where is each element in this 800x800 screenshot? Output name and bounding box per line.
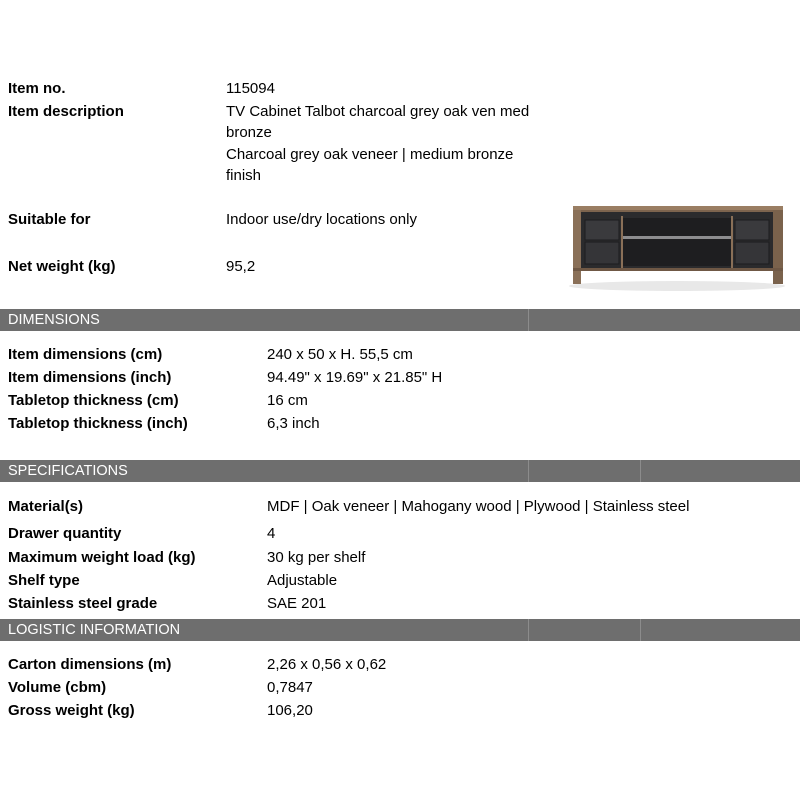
dimensions-row-label: Tabletop thickness (inch) [8, 415, 188, 432]
item-no-label: Item no. [8, 80, 66, 97]
suitable-for-label: Suitable for [8, 211, 91, 228]
dimensions-row-label: Item dimensions (cm) [8, 346, 163, 363]
specifications-title: SPECIFICATIONS [8, 463, 128, 479]
item-description-line2: bronze [226, 124, 272, 141]
item-description-line1: TV Cabinet Talbot charcoal grey oak ven med [226, 103, 530, 120]
logistic-row-value: 106,20 [267, 702, 313, 719]
specifications-row-value: Adjustable [267, 572, 338, 589]
logistic-title: LOGISTIC INFORMATION [8, 622, 181, 638]
specifications-row-value: SAE 201 [267, 595, 327, 612]
specifications-row-label: Maximum weight load (kg) [8, 549, 196, 566]
specifications-row-value: MDF | Oak veneer | Mahogany wood | Plywood | Stainless steel [267, 498, 690, 515]
specifications-row-value: 4 [267, 525, 276, 542]
item-no-value: 115094 [226, 80, 275, 97]
logistic-header [0, 619, 800, 641]
net-weight-label: Net weight (kg) [8, 258, 116, 275]
item-description-label: Item description [8, 103, 124, 120]
tv-cabinet-drawing [565, 196, 787, 292]
logistic-row-value: 0,7847 [267, 679, 313, 696]
logistic-row-label: Gross weight (kg) [8, 702, 135, 719]
logistic-row-label: Carton dimensions (m) [8, 656, 172, 673]
item-description-line4: finish [226, 167, 262, 184]
specifications-row-label: Shelf type [8, 572, 80, 589]
dimensions-title: DIMENSIONS [8, 312, 100, 328]
dimensions-row-value: 240 x 50 x H. 55,5 cm [267, 346, 413, 363]
specifications-row-label: Drawer quantity [8, 525, 122, 542]
specifications-header [0, 460, 800, 482]
net-weight-value: 95,2 [226, 258, 256, 275]
specifications-row-label: Stainless steel grade [8, 595, 158, 612]
item-description-line3: Charcoal grey oak veneer | medium bronze [226, 146, 514, 163]
logistic-row-label: Volume (cbm) [8, 679, 107, 696]
dimensions-row-value: 16 cm [267, 392, 308, 409]
dimensions-row-value: 94.49" x 19.69" x 21.85" H [267, 369, 443, 386]
specifications-row-label: Material(s) [8, 498, 84, 515]
dimensions-header [0, 309, 800, 331]
suitable-for-value: Indoor use/dry locations only [226, 211, 417, 228]
specifications-row-value: 30 kg per shelf [267, 549, 366, 566]
dimensions-row-value: 6,3 inch [267, 415, 320, 432]
logistic-row-value: 2,26 x 0,56 x 0,62 [267, 656, 387, 673]
dimensions-row-label: Item dimensions (inch) [8, 369, 172, 386]
dimensions-row-label: Tabletop thickness (cm) [8, 392, 179, 409]
tv-cabinet-image [565, 196, 787, 296]
